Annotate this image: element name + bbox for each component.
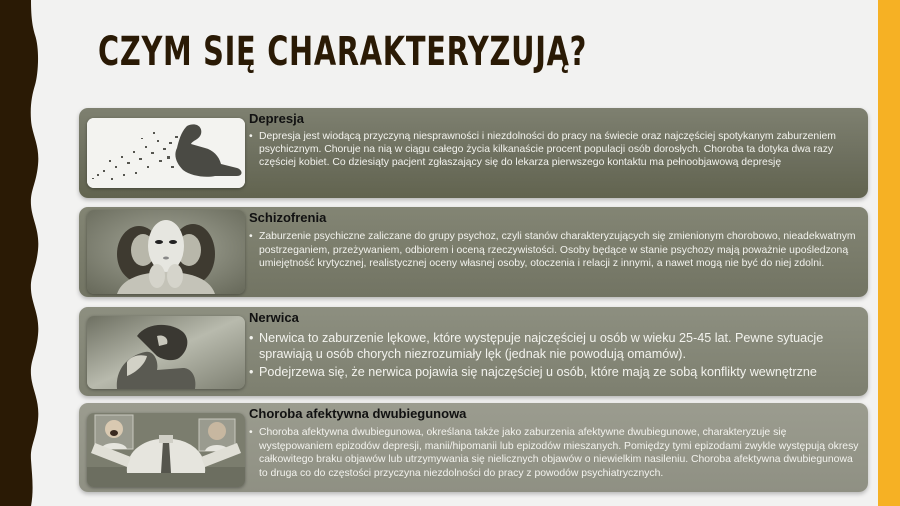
- bullet-item: • Depresja jest wiodącą przyczyną niesprawności i niezdolności do pracy na świecie oraz najczęściej spotykanym zaburzeniem psychicznym. Choruje na nią w ciągu całego życia kilkanaście procent populacji osób dorosłych. Choroba ta dotyka dwa razy częściej kobiet. Co dziesiąty pacjent zgłaszający się do lekarza pierwszego kontaktu ma pełnoobjawową depresję: [249, 130, 862, 169]
- bullet-item: • Choroba afektywna dwubiegunowa, określana także jako zaburzenia afektywne dwubiegunowe, charakteryzuje się występowaniem epizodów depresji, manii/hipomanii lub epizodów mieszanych. Pomiędzy tymi epizodami zwykle występują okresy całkowitego braku objawów lub utrzymywania się nielicznych objawów o niewielkim nasileniu. Choroba afektywna dwubiegunowa to druga co do częstości przyczyna niezdolności do pracy z powodów psychiatrycznych.: [249, 426, 862, 480]
- neurosis-image: [87, 316, 245, 389]
- dispersing-person-icon: [87, 118, 245, 188]
- schizophrenia-image: [87, 210, 245, 294]
- man-two-faces-icon: [87, 413, 245, 487]
- card-nerwica: [79, 307, 868, 396]
- bullet-item: • Zaburzenie psychiczne zaliczane do grupy psychoz, czyli stanów charakteryzujących się zmienionym chorobowo, nieadekwatnym postrzeganiem, przeżywaniem, odbiorem i oceną rzeczywistości. Osoby będące w stanie psychozy mają poważnie upośledzoną umiejętność krytycznej, realistycznej oceny własnej osoby, otoczenia i relacji z innymi, a nawet mogą nie być do niej zdolni.: [249, 230, 862, 271]
- card-heading: Choroba afektywna dwubiegunowa: [249, 406, 467, 421]
- card-choroba-afektywna-dwubiegunowa: [79, 403, 868, 492]
- slide-title: CZYM SIĘ CHARAKTERYZUJĄ?: [98, 29, 588, 75]
- woman-with-mask-icon: [87, 210, 245, 294]
- bipolar-disorder-image: [87, 413, 245, 487]
- card-bullet-list: [249, 426, 862, 480]
- bullet-item: • Podejrzewa się, że nerwica pojawia się najczęściej u osób, które mają ze sobą konflikty wewnętrzne: [249, 365, 862, 381]
- bullet-item: • Nerwica to zaburzenie lękowe, które występuje najczęściej u osób w wieku 25-45 lat. Pewne sytuacje sprawiają u osób chorych niezrozumiały lęk (jednak nie powodują omamów).: [249, 331, 862, 362]
- left-wavy-band: [0, 0, 64, 506]
- card-schizofrenia: [79, 207, 868, 297]
- card-depresja: [79, 108, 868, 198]
- right-accent-band: [878, 0, 900, 506]
- card-heading: Depresja: [249, 111, 304, 126]
- depression-image: [87, 118, 245, 188]
- card-bullet-list: [249, 230, 862, 271]
- card-bullet-list: [249, 130, 862, 169]
- card-heading: Nerwica: [249, 310, 299, 325]
- card-bullet-list: [249, 331, 862, 381]
- distressed-woman-icon: [87, 316, 245, 389]
- card-heading: Schizofrenia: [249, 210, 327, 225]
